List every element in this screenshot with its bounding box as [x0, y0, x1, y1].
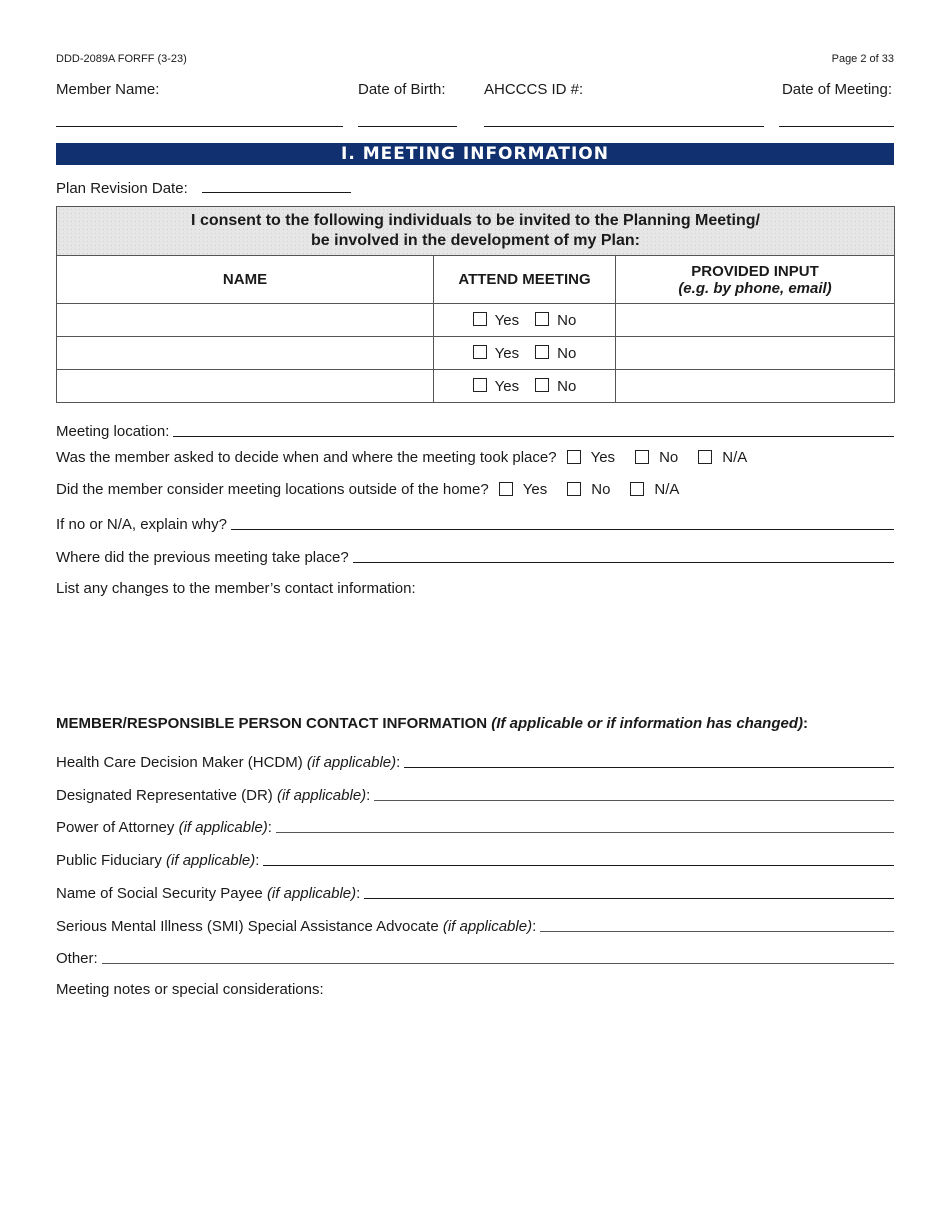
- decide-yes-label: Yes: [590, 449, 616, 466]
- meeting-location-label: Meeting location:: [56, 423, 170, 440]
- no-label: No: [557, 377, 577, 395]
- poa-field[interactable]: [276, 832, 894, 833]
- outside-na-checkbox[interactable]: [630, 482, 644, 496]
- outside-label: Did the member consider meeting locations outside of the home?: [56, 481, 489, 498]
- hcdm-colon: :: [396, 754, 401, 771]
- decide-na-label: N/A: [722, 449, 748, 466]
- member-name-field[interactable]: [56, 126, 343, 127]
- outside-no-checkbox[interactable]: [567, 482, 581, 496]
- col-input-label: PROVIDED INPUT: [691, 262, 819, 280]
- fiduciary-colon: :: [255, 852, 260, 869]
- poa-text: Power of Attorney: [56, 819, 175, 836]
- consent-heading-line1: I consent to the following individuals to be invited to the Planning Meeting/: [191, 212, 760, 229]
- outside-na-label: N/A: [654, 481, 680, 498]
- previous-field[interactable]: [353, 562, 894, 563]
- page-number: Page 2 of 33: [831, 53, 894, 65]
- decide-yes-checkbox[interactable]: [567, 450, 581, 464]
- plan-revision-field[interactable]: [202, 192, 351, 193]
- fiduciary-text: Public Fiduciary: [56, 852, 162, 869]
- input-cell[interactable]: [616, 370, 895, 403]
- contact-changes-area[interactable]: [56, 602, 894, 702]
- dr-colon: :: [366, 787, 371, 804]
- fiduciary-row: [56, 849, 894, 871]
- meeting-notes-area[interactable]: [56, 1004, 894, 1164]
- col-input: [616, 256, 895, 304]
- explain-row: [56, 513, 894, 535]
- previous-label: Where did the previous meeting take place?: [56, 549, 349, 566]
- section-title: I. MEETING INFORMATION: [56, 143, 894, 165]
- meeting-notes-label: Meeting notes or special considerations:: [56, 981, 324, 998]
- table-row: [57, 304, 895, 337]
- smi-note: (if applicable): [442, 918, 533, 935]
- contact-heading-note: (If applicable or if information has changed): [491, 715, 803, 732]
- decide-na-checkbox[interactable]: [698, 450, 712, 464]
- col-input-sub: (e.g. by phone, email): [678, 279, 832, 297]
- outside-no-label: No: [591, 481, 611, 498]
- payee-text: Name of Social Security Payee: [56, 885, 263, 902]
- decide-no-label: No: [659, 449, 679, 466]
- poa-note: (if applicable): [178, 819, 268, 836]
- yes-label: Yes: [494, 311, 520, 329]
- decide-label: Was the member asked to decide when and where the meeting took place?: [56, 449, 557, 466]
- other-row: [56, 947, 894, 969]
- dr-label: [56, 787, 370, 806]
- hcdm-row: [56, 751, 894, 773]
- no-checkbox[interactable]: [535, 312, 549, 326]
- payee-label: [56, 885, 360, 904]
- ahcccs-field[interactable]: [484, 126, 764, 127]
- outside-yes-checkbox[interactable]: [499, 482, 513, 496]
- name-cell[interactable]: [57, 304, 434, 337]
- fiduciary-field[interactable]: [263, 865, 894, 866]
- name-cell[interactable]: [57, 337, 434, 370]
- yes-checkbox[interactable]: [473, 345, 487, 359]
- consent-heading-line2: be involved in the development of my Plan:: [311, 232, 640, 249]
- payee-field[interactable]: [364, 898, 894, 899]
- yes-label: Yes: [494, 377, 520, 395]
- name-cell[interactable]: [57, 370, 434, 403]
- dr-field[interactable]: [374, 800, 894, 801]
- hcdm-field[interactable]: [404, 767, 894, 768]
- yes-label: Yes: [494, 344, 520, 362]
- hcdm-text: Health Care Decision Maker (HCDM): [56, 754, 303, 771]
- meeting-date-label: Date of Meeting:: [781, 81, 892, 98]
- poa-colon: :: [267, 819, 272, 836]
- table-row: [57, 337, 895, 370]
- no-checkbox[interactable]: [535, 378, 549, 392]
- no-label: No: [557, 311, 577, 329]
- dob-label: Date of Birth:: [358, 81, 446, 98]
- yes-checkbox[interactable]: [473, 312, 487, 326]
- meeting-date-field[interactable]: [779, 126, 894, 127]
- smi-label: [56, 918, 536, 937]
- outside-yes-label: Yes: [522, 481, 548, 498]
- decide-no-checkbox[interactable]: [635, 450, 649, 464]
- no-checkbox[interactable]: [535, 345, 549, 359]
- consent-table: [56, 206, 895, 403]
- decide-row: [56, 449, 747, 466]
- fiduciary-label: [56, 852, 259, 871]
- consent-heading: [57, 207, 895, 256]
- dr-row: [56, 784, 894, 806]
- input-cell[interactable]: [616, 304, 895, 337]
- input-cell[interactable]: [616, 337, 895, 370]
- member-name-label: Member Name:: [56, 81, 160, 98]
- hcdm-label: [56, 754, 400, 773]
- smi-colon: :: [532, 918, 537, 935]
- hcdm-note: (if applicable): [306, 754, 397, 771]
- poa-label: [56, 819, 272, 838]
- poa-row: [56, 816, 894, 838]
- contact-heading-colon: :: [803, 715, 808, 732]
- ahcccs-label: AHCCCS ID #:: [484, 81, 584, 98]
- smi-row: [56, 915, 894, 937]
- other-field[interactable]: [102, 963, 894, 964]
- no-label: No: [557, 344, 577, 362]
- previous-row: [56, 546, 894, 568]
- other-label: Other:: [56, 950, 98, 967]
- dr-text: Designated Representative (DR): [56, 787, 273, 804]
- explain-field[interactable]: [231, 529, 894, 530]
- dob-field[interactable]: [358, 126, 457, 127]
- col-name: NAME: [57, 256, 434, 304]
- contact-heading-text: MEMBER/RESPONSIBLE PERSON CONTACT INFORMATION: [56, 715, 488, 732]
- contact-heading: [56, 715, 808, 732]
- attend-cell: [434, 337, 616, 370]
- payee-note: (if applicable): [266, 885, 357, 902]
- form-id: DDD-2089A FORFF (3-23): [56, 53, 187, 65]
- fiduciary-note: (if applicable): [166, 852, 256, 869]
- payee-row: [56, 882, 894, 904]
- meeting-location-row: [56, 420, 894, 442]
- smi-field[interactable]: [540, 931, 894, 932]
- yes-checkbox[interactable]: [473, 378, 487, 392]
- payee-colon: :: [356, 885, 361, 902]
- attend-cell: [434, 370, 616, 403]
- dr-note: (if applicable): [276, 787, 367, 804]
- contact-changes-label: List any changes to the member’s contact information:: [56, 580, 416, 597]
- outside-row: [56, 481, 679, 498]
- meeting-location-field[interactable]: [173, 436, 894, 437]
- plan-revision-label: Plan Revision Date:: [56, 180, 188, 197]
- smi-text: Serious Mental Illness (SMI) Special Assistance Advocate: [56, 918, 439, 935]
- explain-label: If no or N/A, explain why?: [56, 516, 227, 533]
- attend-cell: [434, 304, 616, 337]
- col-attend: ATTEND MEETING: [434, 256, 616, 304]
- table-row: [57, 370, 895, 403]
